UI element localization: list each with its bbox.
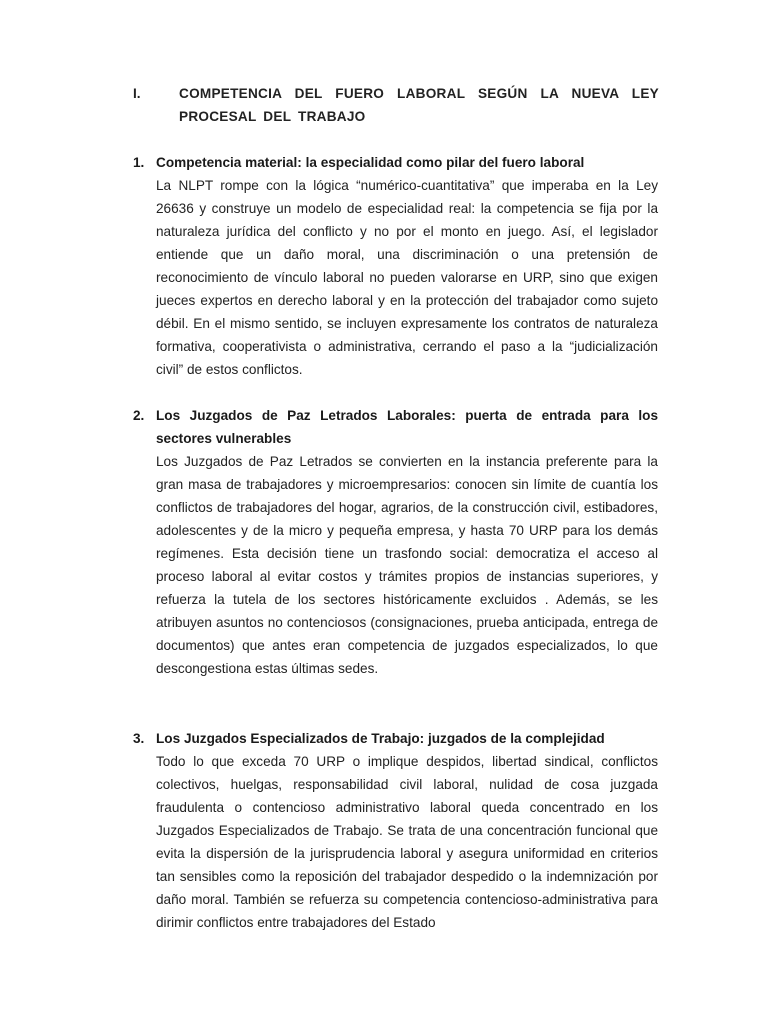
section-number: I. bbox=[133, 86, 141, 101]
item-body: Todo lo que exceda 70 URP o implique despidos, libertad sindical, conflictos colectivos, huelgas, responsabilidad civil laboral, nulidad de cosa juzgada fraudulenta o contencioso administrativo laboral queda concentrado en los Juzgados Especializados de Trabajo. Se trata de una concentración funcional que evita la dispersión de la jurisprudencia laboral y asegura uniformidad en criterios tan sensibles como la reposición del trabajador despedido o la indemnización por daño moral. También se refuerza su competencia contencioso-administrativa para dirimir conflictos entre trabajadores del Estado bbox=[156, 754, 658, 930]
section-title: COMPETENCIA DEL FUERO LABORAL SEGÚN LA NUEVA LEY PROCESAL DEL TRABAJO bbox=[179, 86, 659, 124]
item-title: Los Juzgados de Paz Letrados Laborales: puerta de entrada para los sectores vulnerables bbox=[156, 408, 658, 446]
item-body: Los Juzgados de Paz Letrados se convierten en la instancia preferente para la gran masa de trabajadores y microempresarios: conocen sin límite de cuantía los conflictos de trabajadores del hogar, agrarios, de la construcción civil, estibadores, adolescentes y de la micro y pequeña empresa, y hasta 70 URP para los demás regímenes. Esta decisión tiene un trasfondo social: democratiza el acceso al proceso laboral al evitar costos y trámites propios de instancias superiores, y refuerza la tutela de los sectores históricamente excluidos . Además, se les atribuyen asuntos no contenciosos (consignaciones, prueba anticipada, entrega de documentos) que antes eran competencia de juzgados especializados, lo que descongestiona estas últimas sedes. bbox=[156, 454, 658, 676]
item-number: 3. bbox=[133, 731, 145, 746]
item-title: Los Juzgados Especializados de Trabajo: juzgados de la complejidad bbox=[156, 731, 605, 746]
item-number: 2. bbox=[133, 408, 145, 423]
list-item bbox=[133, 727, 658, 934]
list-item bbox=[133, 404, 658, 680]
item-number: 1. bbox=[133, 155, 145, 170]
item-title: Competencia material: la especialidad como pilar del fuero laboral bbox=[156, 155, 585, 170]
list-item bbox=[133, 151, 658, 381]
item-body: La NLPT rompe con la lógica “numérico-cuantitativa” que imperaba en la Ley 26636 y construye un modelo de especialidad real: la competencia se fija por la naturaleza jurídica del conflicto y no por el monto en juego. Así, el legislador entiende que un daño moral, una discriminación o una pretensión de reconocimiento de vínculo laboral no pueden valorarse en URP, sino que exigen jueces expertos en derecho laboral y en la protección del trabajador como sujeto débil. En el mismo sentido, se incluyen expresamente los contratos de naturaleza formativa, cooperativista o administrativa, cerrando el paso a la “judicialización civil” de estos conflictos. bbox=[156, 178, 658, 377]
section-heading bbox=[133, 82, 659, 128]
